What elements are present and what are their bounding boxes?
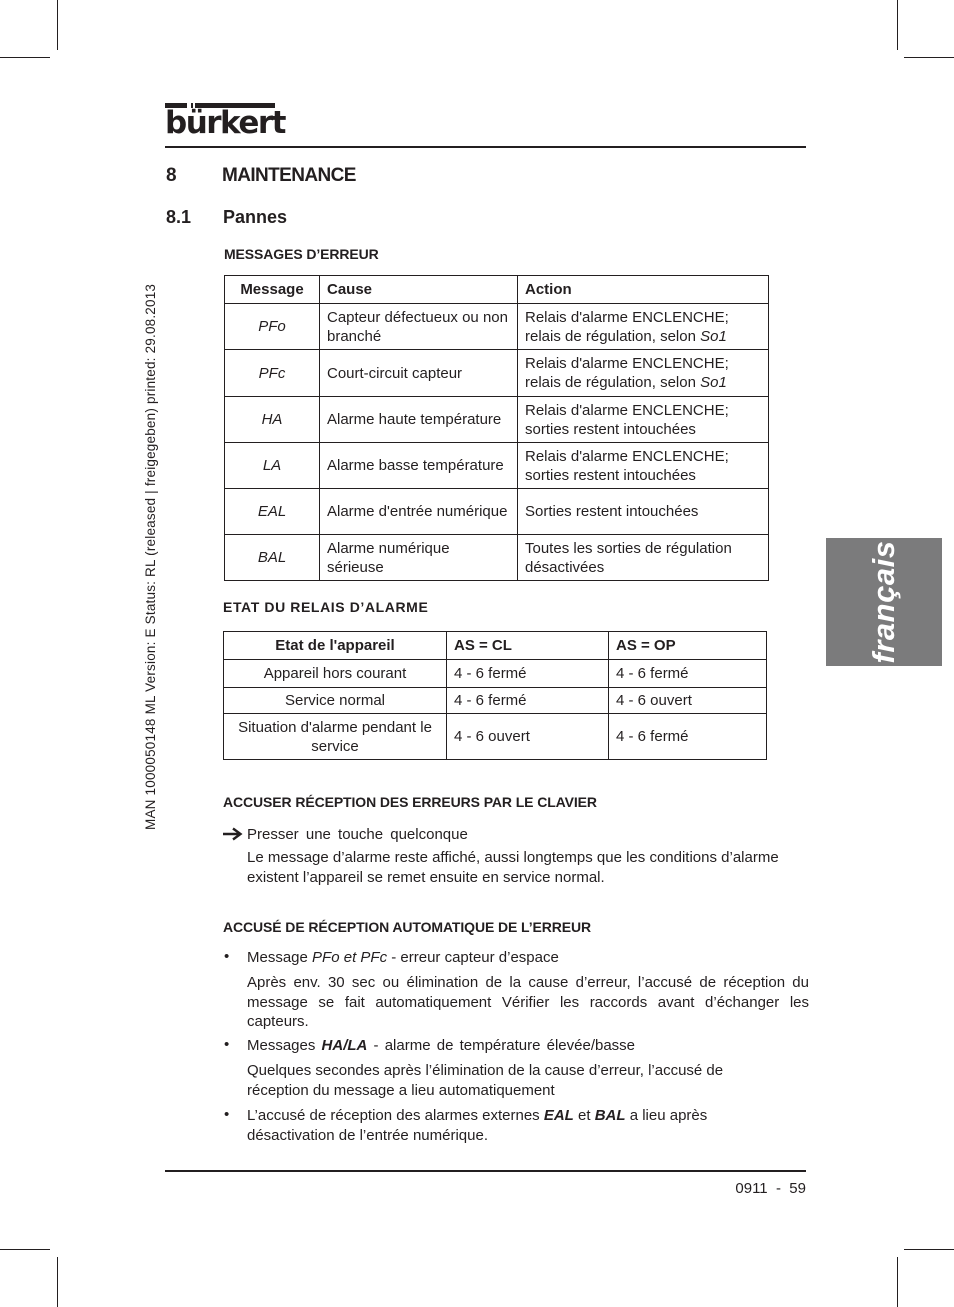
cause-cell: Alarme haute température <box>320 397 518 443</box>
arrow-right-icon <box>222 827 244 841</box>
auto-item-code: BAL <box>594 1107 626 1124</box>
device-state: Service normal <box>224 688 447 714</box>
as-op-value: 4 - 6 fermé <box>609 660 767 688</box>
auto-item <box>247 1106 787 1145</box>
cause-cell: Alarme basse température <box>320 443 518 489</box>
auto-item-text: Message <box>247 949 313 966</box>
crop-mark <box>57 0 58 50</box>
crop-mark <box>0 1249 50 1250</box>
language-tab-label: français <box>866 540 901 664</box>
action-cell <box>518 304 769 350</box>
subsection-number: 8.1 <box>166 207 192 227</box>
auto-item <box>247 948 559 968</box>
as-cl-value: 4 - 6 ouvert <box>447 714 609 760</box>
auto-ack-heading: ACCUSÉ DE RÉCEPTION AUTOMATIQUE DE L’ERREUR <box>223 919 592 935</box>
crop-mark <box>904 57 954 58</box>
as-cl-value: 4 - 6 fermé <box>447 688 609 714</box>
message-code: PFo <box>225 304 320 350</box>
table-row <box>224 688 767 714</box>
bullet-marker: • <box>224 948 230 965</box>
table-row <box>224 714 767 760</box>
crop-mark <box>0 57 50 58</box>
crop-mark <box>57 1257 58 1307</box>
message-code: BAL <box>225 535 320 581</box>
action-text: Relais d'alarme ENCLENCHE; relais de régulation, selon <box>525 308 729 345</box>
message-code: PFc <box>225 350 320 397</box>
action-code: So1 <box>700 327 727 345</box>
table-row <box>224 660 767 688</box>
table-header-row <box>224 632 767 660</box>
action-cell: Sorties restent intouchées <box>518 489 769 535</box>
action-cell: Relais d'alarme ENCLENCHE; sorties restent intouchées <box>518 397 769 443</box>
logo-text: bürkert <box>165 105 285 141</box>
crop-mark <box>904 1249 954 1250</box>
as-cl-value: 4 - 6 fermé <box>447 660 609 688</box>
message-code: LA <box>225 443 320 489</box>
bullet-marker: • <box>224 1106 230 1123</box>
column-header: AS = OP <box>609 632 767 660</box>
auto-item-text: - alarme de température élevée/basse <box>367 1037 636 1054</box>
column-header: Etat de l'appareil <box>224 632 447 660</box>
auto-item-detail: Après env. 30 sec ou élimination de la cause d’erreur, l’accusé de réception du message se fait automatiquement Vérifier les raccords avant d’échanger les capteurs. <box>247 974 809 1030</box>
page-number: 0911 - 59 <box>735 1180 806 1197</box>
auto-item-detail: Quelques secondes après l’élimination de la cause d’erreur, l’accusé de réception du message a lieu automatiquement <box>247 1062 724 1099</box>
action-cell: Relais d'alarme ENCLENCHE; sorties restent intouchées <box>518 443 769 489</box>
column-header: AS = CL <box>447 632 609 660</box>
auto-item <box>247 1036 635 1056</box>
table-row <box>225 304 769 350</box>
action-cell <box>518 350 769 397</box>
auto-item-text: Messages <box>247 1037 322 1054</box>
auto-item-code: HA/LA <box>321 1037 368 1054</box>
bullet-marker: • <box>224 1036 230 1053</box>
as-op-value: 4 - 6 ouvert <box>609 688 767 714</box>
keyboard-ack-heading: ACCUSER RÉCEPTION DES ERREURS PAR LE CLAVIER <box>223 794 597 810</box>
keyboard-note: Le message d’alarme reste affiché, aussi longtemps que les conditions d’alarme existent l’appareil se remet ensuite en service normal. <box>247 849 779 886</box>
device-state: Situation d'alarme pendant le service <box>224 714 447 760</box>
crop-mark <box>897 0 898 50</box>
auto-item-code: PFo et PFc <box>312 949 388 966</box>
error-messages-heading: MESSAGES D’ERREUR <box>224 246 379 262</box>
burkert-logo <box>165 103 285 141</box>
language-tab <box>826 538 942 666</box>
error-table <box>224 275 769 581</box>
auto-item-text: L’accusé de réception des alarmes externes <box>247 1107 544 1124</box>
table-row <box>225 535 769 581</box>
cause-cell: Capteur défectueux ou non branché <box>320 304 518 350</box>
cause-cell: Alarme numérique sérieuse <box>320 535 518 581</box>
as-op-value: 4 - 6 fermé <box>609 714 767 760</box>
keyboard-step: Presser une touche quelconque <box>247 826 468 843</box>
auto-item-text: et <box>573 1107 595 1124</box>
cause-cell: Court-circuit capteur <box>320 350 518 397</box>
column-header: Action <box>518 276 769 304</box>
subsection-title: Pannes <box>223 207 288 227</box>
column-header: Cause <box>320 276 518 304</box>
relay-table <box>223 631 767 760</box>
table-row <box>225 350 769 397</box>
crop-mark <box>897 1257 898 1307</box>
section-number: 8 <box>166 165 176 186</box>
auto-item-text: - erreur capteur d’espace <box>387 949 559 966</box>
table-header-row <box>225 276 769 304</box>
table-row <box>225 489 769 535</box>
side-print: MAN 1000050148 ML Version: E Status: RL (released | freigegeben) printed: 29.08.2013 <box>143 283 158 830</box>
action-code: So1 <box>700 374 727 391</box>
header-rule <box>165 146 806 148</box>
footer-rule <box>165 1170 806 1172</box>
table-row <box>225 397 769 443</box>
device-state: Appareil hors courant <box>224 660 447 688</box>
action-cell: Toutes les sorties de régulation désactivées <box>518 535 769 581</box>
section-title: MAINTENANCE <box>222 165 356 186</box>
action-text: Relais d'alarme ENCLENCHE; relais de régulation, selon <box>525 355 729 391</box>
message-code: HA <box>225 397 320 443</box>
cause-cell: Alarme d'entrée numérique <box>320 489 518 535</box>
relay-state-heading: ETAT DU RELAIS D’ALARME <box>223 599 429 615</box>
auto-item-code: EAL <box>543 1107 574 1124</box>
auto-item-text: a lieu après désactivation de l’entrée numérique. <box>247 1107 708 1144</box>
column-header: Message <box>225 276 320 304</box>
table-row <box>225 443 769 489</box>
message-code: EAL <box>225 489 320 535</box>
